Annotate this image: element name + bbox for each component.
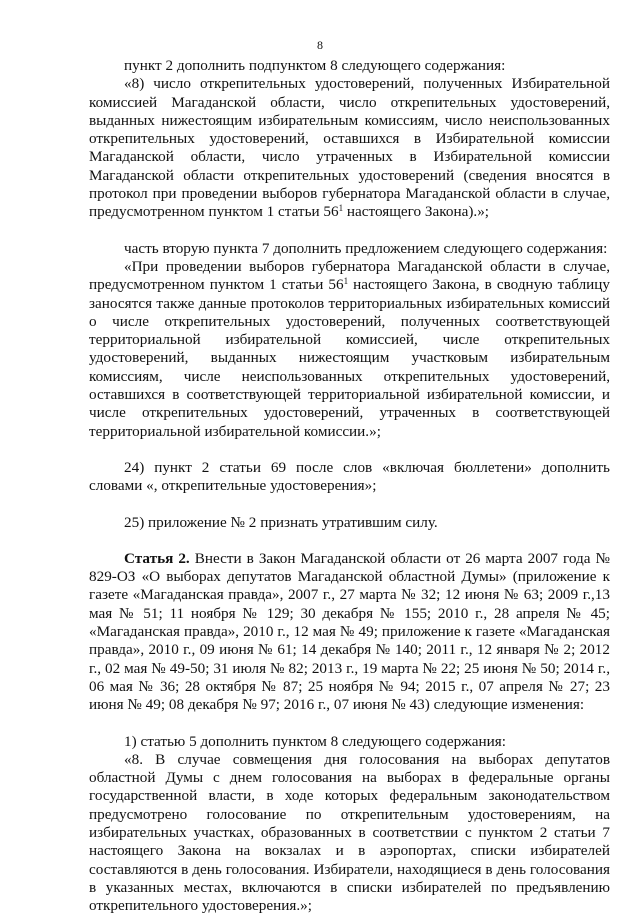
paragraph-point-8-text: «8. В случае совмещения дня голосования на выборах депутатов областной Думы с днем голосования на выборах в федеральные органы государственной власти, в ходе которых федеральным законодательством предусмотрено голосование по открепительным удостоверениям, на избирательных участках, образованных в соответствии с пунктом 2 статьи 7 настоящего Закона на вокзалах и в аэропортах, списки избирателей составляются в день голосования. Избиратели, находящиеся в день голосования в указанных местах, включаются в списки избирателей по предъявлению открепительного удостоверения.»; — [89, 750, 610, 915]
paragraph-governor-elections: «При проведении выборов губернатора Магаданской области в случае, предусмотренном пунктом 1 статьи $56^1$ настоящего Закона, в сводную таблицу заносятся также данные протоколов территориальных избирательных комиссий о числе открепительных удостоверений, полученных соответствующей территориальной избирательной комиссией, числе открепительных удостоверений, выданных нижестоящим участковым избирательным комиссиям, числе неиспользованных открепительных удостоверений, оставшихся в соответствующей территориальной избирательной комиссии, и числе открепительных удостоверений, утраченных в соответствующей территориальной избирательной комиссии.»; — [89, 257, 611, 440]
paragraph-amend-punkt-2: пункт 2 дополнить подпунктом 8 следующего содержания: — [124, 57, 506, 74]
paragraph-amend-punkt-7: часть вторую пункта 7 дополнить предложением следующего содержания: — [124, 239, 608, 257]
paragraph-item-24: 24) пункт 2 статьи 69 после слов «включая бюллетени» дополнить словами «, открепительные удостоверения»; — [89, 458, 610, 495]
page-number: 8 — [317, 38, 323, 52]
document-body — [89, 57, 610, 915]
paragraph-article-2: Статья 2. Внести в Закон Магаданской области от 26 марта 2007 года № 829-ОЗ «О выборах депутатов Магаданской областной Думы» (приложение к газете «Магаданская правда», 2007 г., 27 марта № 32; 12 июня № 63; 2009 г.,13 мая № 51; 11 ноября № 129; 30 декабря № 155; 2010 г., 28 апреля № 45; «Магаданская правда», 2010 г., 12 мая № 49; приложение к газете «Магаданская правда», 2010 г., 09 июня № 61; 14 декабря № 140; 2011 г., 12 января № 2; 2012 г., 02 мая № 49-50; 31 июля № 82; 2013 г., 19 марта № 22; 25 июня № 50; 2014 г., 06 мая № 36; 28 октября № 87; 25 ноября № 94; 2015 г., 07 апреля № 27; 23 июня № 49; 08 декабря № 97; 2016 г., 07 июня № 43) следующие изменения: — [89, 549, 610, 714]
paragraph-subpoint-8: «8) число открепительных удостоверений, полученных Избирательной комиссией Магаданской области, число открепительных удостоверений, выданных нижестоящим избирательным комиссиям, число неиспользованных открепительных удостоверений, оставшихся в Избирательной комиссии Магаданской области, число утраченных в Избирательной комиссии Магаданской области открепительных удостоверений (сведения вносятся в протокол при проведении выборов губернатора Магаданской области в случае, предусмотренном пунктом 1 статьи $56^1$ настоящего Закона).»; — [89, 75, 610, 221]
paragraph-article-5-amend: 1) статью 5 дополнить пунктом 8 следующего содержания: — [124, 732, 506, 750]
paragraph-item-25: 25) приложение № 2 признать утратившим силу. — [124, 513, 438, 531]
article-heading: Статья 2. — [124, 549, 190, 567]
